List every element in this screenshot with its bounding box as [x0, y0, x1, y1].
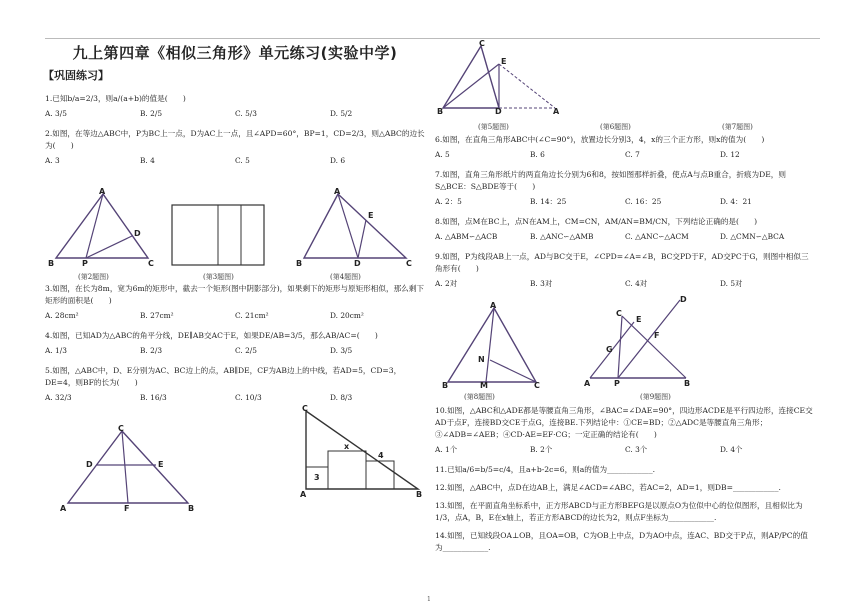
option: A. 3/5 — [45, 109, 67, 118]
option: B. 16/3 — [140, 393, 167, 402]
question-8: 8.如图，点M在BC上，点N在AM上，CM=CN，AM/AN=BM/CN，下列结论正确的是( ) — [435, 217, 758, 226]
label-n4: 4 — [378, 451, 384, 460]
label-a: A — [334, 187, 341, 196]
label-a: A — [490, 302, 497, 310]
figure-2 — [48, 186, 158, 266]
option: A. 5 — [435, 150, 450, 159]
option: D. △CMN∽△BCA — [720, 232, 785, 241]
label-c: C — [479, 40, 485, 48]
question-4: 4.如图，已知AD为△ABC的角平分线，DE∥AB交AC于E，如果DE/AB=3/5，那么AB/AC=( ) — [45, 331, 378, 340]
option: C. 21cm² — [235, 311, 269, 320]
option: A. 3 — [45, 156, 60, 165]
label-e: E — [158, 460, 164, 469]
label-p: P — [614, 379, 620, 386]
question-3-options — [45, 310, 425, 322]
label-c: C — [534, 381, 540, 388]
figure-4 — [296, 186, 414, 266]
option: B. 2/5 — [140, 109, 163, 118]
label-a: A — [99, 187, 106, 196]
option: A. 1个 — [435, 445, 458, 454]
label-x: x — [344, 442, 350, 451]
label-p: P — [82, 259, 88, 266]
option: D. 5/2 — [330, 109, 353, 118]
page-number: 1 — [427, 596, 431, 603]
caption-fig2: (第2题图) — [78, 273, 109, 281]
figure-7 — [437, 40, 567, 114]
question-1-options — [45, 108, 425, 120]
question-10: 10.如图，△ABC和△ADE都是等腰直角三角形，∠BAC=∠DAE=90°，四边形ACDE是平行四边形，连接CE交AD于点F，连接BD交CE于点G，连接BE.下列结论中：①CE=BD；②△ADC是等腰直角三角形；③∠ADB=∠AEB；④CD·AE=EF·CG；一定正确的结论有( ) — [435, 406, 813, 439]
option: A. 28cm² — [45, 311, 79, 320]
option: C. 16：25 — [625, 197, 662, 206]
label-c: C — [406, 259, 412, 266]
option: B. 2/3 — [140, 346, 163, 355]
right-column-top — [435, 134, 815, 298]
label-b: B — [48, 259, 55, 266]
option: A. 32/3 — [45, 393, 72, 402]
question-14: 14.如图，已知线段OA⊥OB，且OA=OB，C为OB上中点，D为AO中点，连AC、BD交于P点，则AP/PC的值为____________. — [435, 531, 808, 552]
option: D. 4：21 — [720, 197, 752, 206]
question-2: 2.如图，在等边△ABC中，P为BC上一点，D为AC上一点，且∠APD=60°，BP=1，CD=2/3，则△ABC的边长为( ) — [45, 129, 425, 150]
label-b: B — [684, 379, 691, 386]
question-11: 11.已知a/6=b/5=c/4，且a+b-2c=6，则a的值为____________. — [435, 465, 656, 474]
label-f: F — [654, 331, 660, 340]
option: A. △ABM∽△ACB — [435, 232, 498, 241]
caption-fig3: (第3题图) — [203, 273, 234, 281]
label-b: B — [188, 504, 195, 513]
label-f: F — [124, 504, 130, 513]
option: B. △ANC∽△AMB — [530, 232, 594, 241]
label-b: B — [442, 381, 449, 388]
option: C. 5 — [235, 156, 250, 165]
label-d: D — [354, 259, 361, 266]
option: D. 5对 — [720, 279, 743, 288]
option: D. 3/5 — [330, 346, 353, 355]
page-title: 九上第四章《相似三角形》单元练习(实验中学) — [72, 44, 398, 62]
question-6: 6.如图，在直角三角形ABC中(∠C=90°)，放置边长分别3，4，x的三个正方形，则x的值为( ) — [435, 135, 765, 144]
caption-fig4: (第4题图) — [330, 273, 361, 281]
caption-fig5: (第5题图) — [478, 123, 509, 131]
question-6-options — [435, 149, 815, 161]
question-1: 1.已知b/a=2/3，则a/(a+b)的值是( ) — [45, 94, 186, 103]
option: C. 7 — [625, 150, 640, 159]
option: C. △ANC∽△ACM — [625, 232, 689, 241]
question-7: 7.如图，直角三角形纸片的两直角边长分别为6和8，按如图那样折叠，使点A与点B重合，折痕为DE，则S△BCE：S△BDE等于( ) — [435, 170, 786, 191]
figure-5 — [58, 423, 198, 513]
label-e: E — [501, 57, 507, 66]
option: B. 2个 — [530, 445, 553, 454]
label-b: B — [296, 259, 303, 266]
question-3: 3.如图，在长为8m，宽为6m的矩形中，截去一个矩形(图中阴影部分)，如果剩下的矩形与原矩形相似，那么剩下矩形的面积是( ) — [45, 284, 424, 305]
question-7-options — [435, 196, 815, 208]
label-d: D — [86, 460, 93, 469]
label-c: C — [616, 309, 622, 318]
label-d: D — [495, 107, 502, 114]
option: B. 27cm² — [140, 311, 174, 320]
label-g: G — [606, 345, 613, 354]
option: D. 20cm² — [330, 311, 364, 320]
option: A. 2：5 — [435, 197, 462, 206]
option: D. 12 — [720, 150, 740, 159]
figure-3 — [170, 203, 270, 269]
label-a: A — [553, 107, 560, 114]
option: D. 6 — [330, 156, 346, 165]
option: C. 2/5 — [235, 346, 257, 355]
caption-fig8: (第8题图) — [464, 393, 495, 401]
figure-6 — [300, 403, 428, 498]
option: B. 4 — [140, 156, 155, 165]
question-8-options — [435, 231, 815, 243]
question-9-options — [435, 278, 815, 290]
label-c: C — [302, 404, 308, 413]
label-c: C — [118, 424, 124, 433]
question-12: 12.如图，△ABC中，点D在边AB上，满足∠ACD=∠ABC，若AC=2，AD=1，则DB=____________. — [435, 483, 781, 492]
option: A. 1/3 — [45, 346, 67, 355]
label-m: M — [480, 381, 488, 388]
question-13: 13.如图，在平面直角坐标系中，正方形ABCD与正方形BEFG是以原点O为位似中心的位似图形，且相似比为1/3，点A，B，E在x轴上，若正方形ABCD的边长为2，则点F坐标为____________. — [435, 501, 803, 522]
option: D. 4个 — [720, 445, 743, 454]
label-a: A — [584, 379, 591, 386]
question-4-options — [45, 345, 425, 357]
label-a: A — [60, 504, 67, 513]
option: C. 10/3 — [235, 393, 262, 402]
caption-fig6: (第6题图) — [600, 123, 631, 131]
label-b: B — [416, 490, 423, 498]
caption-fig7: (第7题图) — [722, 123, 753, 131]
label-a: A — [300, 490, 307, 498]
header-rule — [45, 38, 820, 39]
section-heading: 【巩固练习】 — [43, 69, 109, 82]
question-10-options — [435, 444, 815, 456]
label-b: B — [437, 107, 444, 114]
label-e: E — [636, 315, 642, 324]
label-e: E — [368, 211, 374, 220]
option: B. 3对 — [530, 279, 553, 288]
caption-fig9: (第9题图) — [640, 393, 671, 401]
label-d: D — [134, 229, 141, 238]
question-2-options — [45, 155, 425, 167]
question-9: 9.如图，P为线段AB上一点，AD与BC交于E，∠CPD=∠A=∠B，BC交PD于F，AD交PC于G，则图中相似三角形有( ) — [435, 252, 809, 273]
option: C. 4对 — [625, 279, 648, 288]
option: C. 5/3 — [235, 109, 257, 118]
figure-8 — [442, 302, 542, 388]
question-5: 5.如图，△ABC中，D、E分别为AC、BC边上的点，AB∥DE，CF为AB边上的中线，若AD=5，CD=3，DE=4，则BF的长为( ) — [45, 366, 402, 387]
label-d: D — [680, 295, 687, 304]
label-n: N — [478, 355, 485, 364]
option: D. 8/3 — [330, 393, 353, 402]
right-column-bottom — [435, 405, 815, 557]
option: C. 3个 — [625, 445, 648, 454]
option: A. 2对 — [435, 279, 458, 288]
label-c: C — [148, 259, 154, 266]
figure-9 — [582, 292, 692, 386]
option: B. 6 — [530, 150, 545, 159]
option: B. 14：25 — [530, 197, 567, 206]
label-n3: 3 — [314, 473, 320, 482]
